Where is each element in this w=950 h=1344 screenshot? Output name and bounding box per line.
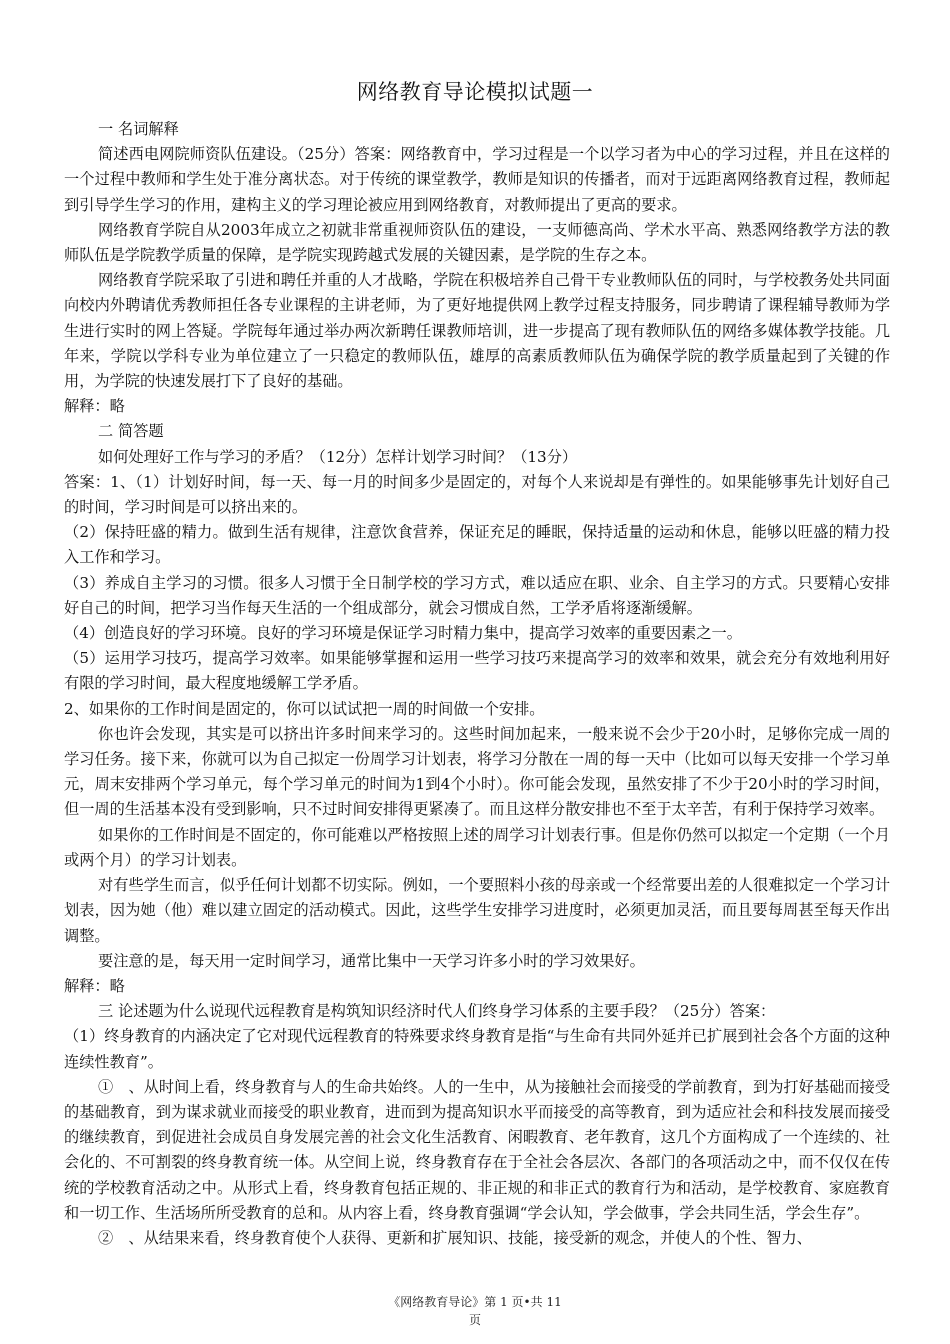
paragraph: （3）养成自主学习的习惯。很多人习惯于全日制学校的学习方式，难以适应在职、业余、自主学习的方式。只要精心安排好自己的时间，把学习当作每天生活的一个组成部分，就会习惯成自然，工学矛盾将逐渐缓解。: [64, 573, 890, 617]
paragraph: ② 、从结果来看，终身教育使个人获得、更新和扩展知识、技能，接受新的观念，并使人的个性、智力、: [98, 1228, 812, 1247]
paragraph: 简述西电网院师资队伍建设。（25分）答案：网络教育中，学习过程是一个以学习者为中心的学习过程，并且在这样的一个过程中教师和学生处于准分离状态。对于传统的课堂教学，教师是知识的传播者，而对于远距离网络教育过程，教师起到引导学生学习的作用，建构主义的学习理论被应用到网络教育，对教师提出了更高的要求。: [64, 145, 890, 214]
paragraph: 答案：1、（1）计划好时间，每一天、每一月的时间多少是固定的，对每个人来说却是有弹性的。如果能够事先计划好自己的时间，学习时间是可以挤出来的。: [64, 472, 890, 517]
paragraph: ① 、从时间上看，终身教育与人的生命共始终。人的一生中，从为接触社会而接受的学前教育，到为打好基础而接受的基础教育，到为谋求就业而接受的职业教育，进而到为提高知识水平而接受的高等教育，到为适应社会和科技发展而接受的继续教育，到促进社会成员自身发展完善的社会文化生活教育、闲暇教育、老年教育，这几个方面构成了一个连续的、社会化的、不可割裂的终身教育统一体。从空间上说，终身教育存在于全社会各层次、各部门的各项活动之中，而不仅仅在传统的学校教育活动之中。从形式上看，终身教育包括正规的、非正规的和非正式的教育行为和活动，是学校教育、家庭教育和一切工作、生活场所所受教育的总和。从内容上看，终身教育强调“学会认知，学会做事，学会共同生活，学会生存”。: [64, 1077, 890, 1222]
paragraph: 如果你的工作时间是不固定的，你可能难以严格按照上述的周学习计划表行事。但是你仍然可以拟定一个定期（一个月或两个月）的学习计划表。: [64, 825, 890, 869]
section-heading: 一 名词解释: [98, 120, 179, 138]
section-heading: 三 论述题为什么说现代远程教育是构筑知识经济时代人们终身学习体系的主要手段？（25分）答案：: [98, 1002, 776, 1021]
paragraph: 对有些学生而言，似乎任何计划都不切实际。例如，一个要照料小孩的母亲或一个经常要出差的人很难拟定一个学习计划表，因为她（他）难以建立固定的活动模式。因此，这些学生安排学习进度时，必须更加灵活，而且要每周甚至每天作出调整。: [64, 876, 890, 945]
paragraph: 要注意的是，每天用一定时间学习，通常比集中一天学习许多小时的学习效果好。: [98, 951, 645, 970]
paragraph: 你也许会发现，其实是可以挤出许多时间来学习的。这些时间加起来，一般来说不会少于20小时，足够你完成一周的学习任务。接下来，你就可以为自己拟定一份周学习计划表，将学习分散在一周的每一天中（比如可以每天安排一个学习单元，周末安排两个学习单元，每个学习单元的时间为1到4个小时）。你可能会发现，虽然安排了不少于20小时的学习时间，但一周的生活基本没有受到影响，只不过时间安排得更紧凑了。而且这样分散安排也不至于太辛苦，有利于保持学习效率。: [64, 724, 890, 819]
footer-page-number-wrap: 页: [468, 1313, 481, 1327]
document-body: [64, 117, 890, 1251]
footer-page-number: 《网络教育导论》第 1 页•共 11: [388, 1295, 562, 1309]
paragraph: 如何处理好工作与学习的矛盾？（12分）怎样计划学习时间？（13分）: [98, 447, 578, 466]
paragraph: （4）创造良好的学习环境。良好的学习环境是保证学习时精力集中，提高学习效率的重要因素之一。: [64, 624, 742, 643]
paragraph: 2、如果你的工作时间是固定的，你可以试试把一周的时间做一个安排。: [64, 699, 545, 718]
paragraph: 网络教育学院采取了引进和聘任并重的人才战略，学院在积极培养自己骨干专业教师队伍的同时，与学校教务处共同面向校内外聘请优秀教师担任各专业课程的主讲老师，为了更好地提供网上教学过程支持服务，同步聘请了课程辅导教师为学生进行实时的网上答疑。学院每年通过举办两次新聘任课教师培训，进一步提高了现有教师队伍的网络多媒体教学技能。几年来，学院以学科专业为单位建立了一只稳定的教师队伍，雄厚的高素质教师队伍为确保学院的教学质量起到了关键的作用，为学院的快速发展打下了良好的基础。: [64, 271, 890, 391]
page-footer: [0, 1293, 950, 1329]
paragraph: 解释：略: [64, 397, 125, 416]
paragraph: 解释：略: [64, 976, 125, 995]
paragraph: 网络教育学院自从2003年成立之初就非常重视师资队伍的建设，一支师德高尚、学术水平高、熟悉网络教学方法的教师队伍是学院教学质量的保障，是学院实现跨越式发展的关键因素，是学院的生存之本。: [64, 220, 890, 265]
paragraph: （1）终身教育的内涵决定了它对现代远程教育的特殊要求终身教育是指“与生命有共同外延并已扩展到社会各个方面的这种连续性教育”。: [64, 1027, 890, 1071]
document-title: 网络教育导论模拟试题一: [356, 80, 594, 104]
paragraph: （5）运用学习技巧，提高学习效率。如果能够掌握和运用一些学习技巧来提高学习的效率和效果，就会充分有效地利用好有限的学习时间，最大程度地缓解工学矛盾。: [64, 649, 890, 693]
paragraph: （2）保持旺盛的精力。做到生活有规律，注意饮食营养，保证充足的睡眠，保持适量的运动和休息，能够以旺盛的精力投入工作和学习。: [64, 523, 890, 567]
section-heading: 二 简答题: [98, 422, 164, 441]
